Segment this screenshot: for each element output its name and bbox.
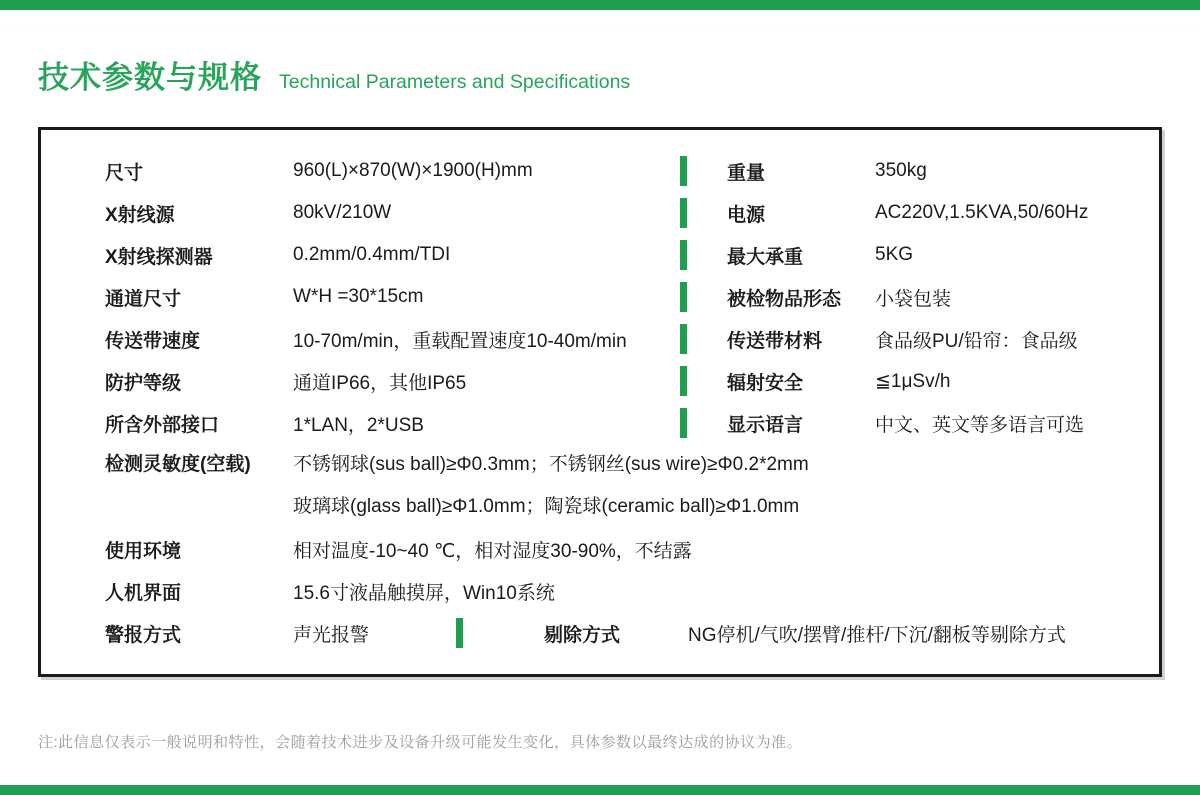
spec-row-xray-source bbox=[41, 192, 1159, 234]
spec-value: 960(L)×870(W)×1900(H)mm bbox=[293, 160, 533, 181]
spec-value: 80kV/210W bbox=[293, 202, 392, 223]
page-header bbox=[38, 52, 630, 97]
column-divider-bar bbox=[680, 324, 687, 354]
spec-row-external-ports bbox=[41, 402, 1159, 444]
spec-value: 1*LAN，2*USB bbox=[293, 414, 424, 436]
spec-label: 警报方式 bbox=[105, 624, 182, 646]
spec-label: 辐射安全 bbox=[727, 372, 804, 394]
spec-table bbox=[38, 127, 1162, 677]
spec-label: 被检物品形态 bbox=[727, 288, 842, 310]
spec-value: 350kg bbox=[875, 160, 927, 181]
spec-label: 通道尺寸 bbox=[105, 288, 182, 310]
column-divider-bar bbox=[680, 282, 687, 312]
footnote: 注:此信息仅表示一般说明和特性，会随着技术进步及设备升级可能发生变化，具体参数以最终达成的协议为准。 bbox=[38, 734, 803, 751]
spec-row-dimensions bbox=[41, 150, 1159, 192]
spec-label: 剔除方式 bbox=[544, 624, 621, 646]
spec-label: 所含外部接口 bbox=[105, 414, 220, 436]
spec-label: 检测灵敏度(空载) bbox=[105, 454, 251, 475]
spec-value: 食品级PU/铅帘：食品级 bbox=[875, 330, 1078, 352]
page-title: 技术参数与规格 bbox=[38, 60, 262, 95]
spec-value: 0.2mm/0.4mm/TDI bbox=[293, 244, 451, 265]
column-divider-bar bbox=[456, 618, 463, 648]
bottom-accent-bar bbox=[0, 785, 1200, 795]
page-subtitle: Technical Parameters and Specifications bbox=[279, 71, 631, 93]
spec-label: 电源 bbox=[727, 204, 766, 226]
spec-label: 使用环境 bbox=[105, 540, 182, 562]
spec-row-alarm-rejection bbox=[41, 612, 1159, 654]
spec-value: ≦1μSv/h bbox=[875, 370, 951, 392]
spec-value: 15.6寸液晶触摸屏，Win10系统 bbox=[293, 582, 555, 604]
spec-value: 声光报警 bbox=[293, 624, 370, 646]
spec-value: 5KG bbox=[875, 244, 914, 265]
spec-row-tunnel-size bbox=[41, 276, 1159, 318]
spec-label: X射线源 bbox=[105, 204, 175, 226]
spec-value: 玻璃球(glass ball)≥Φ1.0mm；陶瓷球(ceramic ball)≥Φ1.0mm bbox=[293, 496, 800, 517]
spec-row-belt-speed bbox=[41, 318, 1159, 360]
spec-label: 人机界面 bbox=[105, 582, 182, 604]
spec-label: 重量 bbox=[727, 162, 766, 184]
spec-value: 相对温度-10~40 ℃，相对湿度30-90%，不结露 bbox=[293, 540, 692, 562]
column-divider-bar bbox=[680, 408, 687, 438]
column-divider-bar bbox=[680, 366, 687, 396]
spec-value: NG停机/气吹/摆臂/推杆/下沉/翻板等剔除方式 bbox=[688, 624, 1066, 646]
spec-label: 显示语言 bbox=[727, 414, 804, 436]
spec-value: 中文、英文等多语言可选 bbox=[875, 414, 1085, 436]
spec-value: 不锈钢球(sus ball)≥Φ0.3mm；不锈钢丝(sus wire)≥Φ0.2*2mm bbox=[293, 454, 809, 475]
spec-row-xray-detector bbox=[41, 234, 1159, 276]
spec-row-hmi bbox=[41, 570, 1159, 612]
column-divider-bar bbox=[680, 198, 687, 228]
sensitivity-values bbox=[293, 444, 1159, 528]
spec-value: AC220V,1.5KVA,50/60Hz bbox=[875, 202, 1089, 223]
spec-row-operating-environment bbox=[41, 528, 1159, 570]
column-divider-bar bbox=[680, 240, 687, 270]
spec-value: 小袋包装 bbox=[875, 288, 952, 310]
spec-label: X射线探测器 bbox=[105, 246, 213, 268]
spec-label: 尺寸 bbox=[105, 162, 144, 184]
spec-label: 防护等级 bbox=[105, 372, 182, 394]
spec-value: W*H =30*15cm bbox=[293, 286, 424, 307]
spec-value: 通道IP66，其他IP65 bbox=[293, 372, 467, 394]
spec-row-detection-sensitivity bbox=[41, 444, 1159, 528]
top-accent-bar bbox=[0, 0, 1200, 10]
spec-label: 最大承重 bbox=[727, 246, 804, 268]
spec-row-protection-rating bbox=[41, 360, 1159, 402]
column-divider-bar bbox=[680, 156, 687, 186]
spec-label: 传送带材料 bbox=[727, 330, 823, 352]
spec-label: 传送带速度 bbox=[105, 330, 201, 352]
spec-value: 10-70m/min，重载配置速度10-40m/min bbox=[293, 330, 627, 352]
